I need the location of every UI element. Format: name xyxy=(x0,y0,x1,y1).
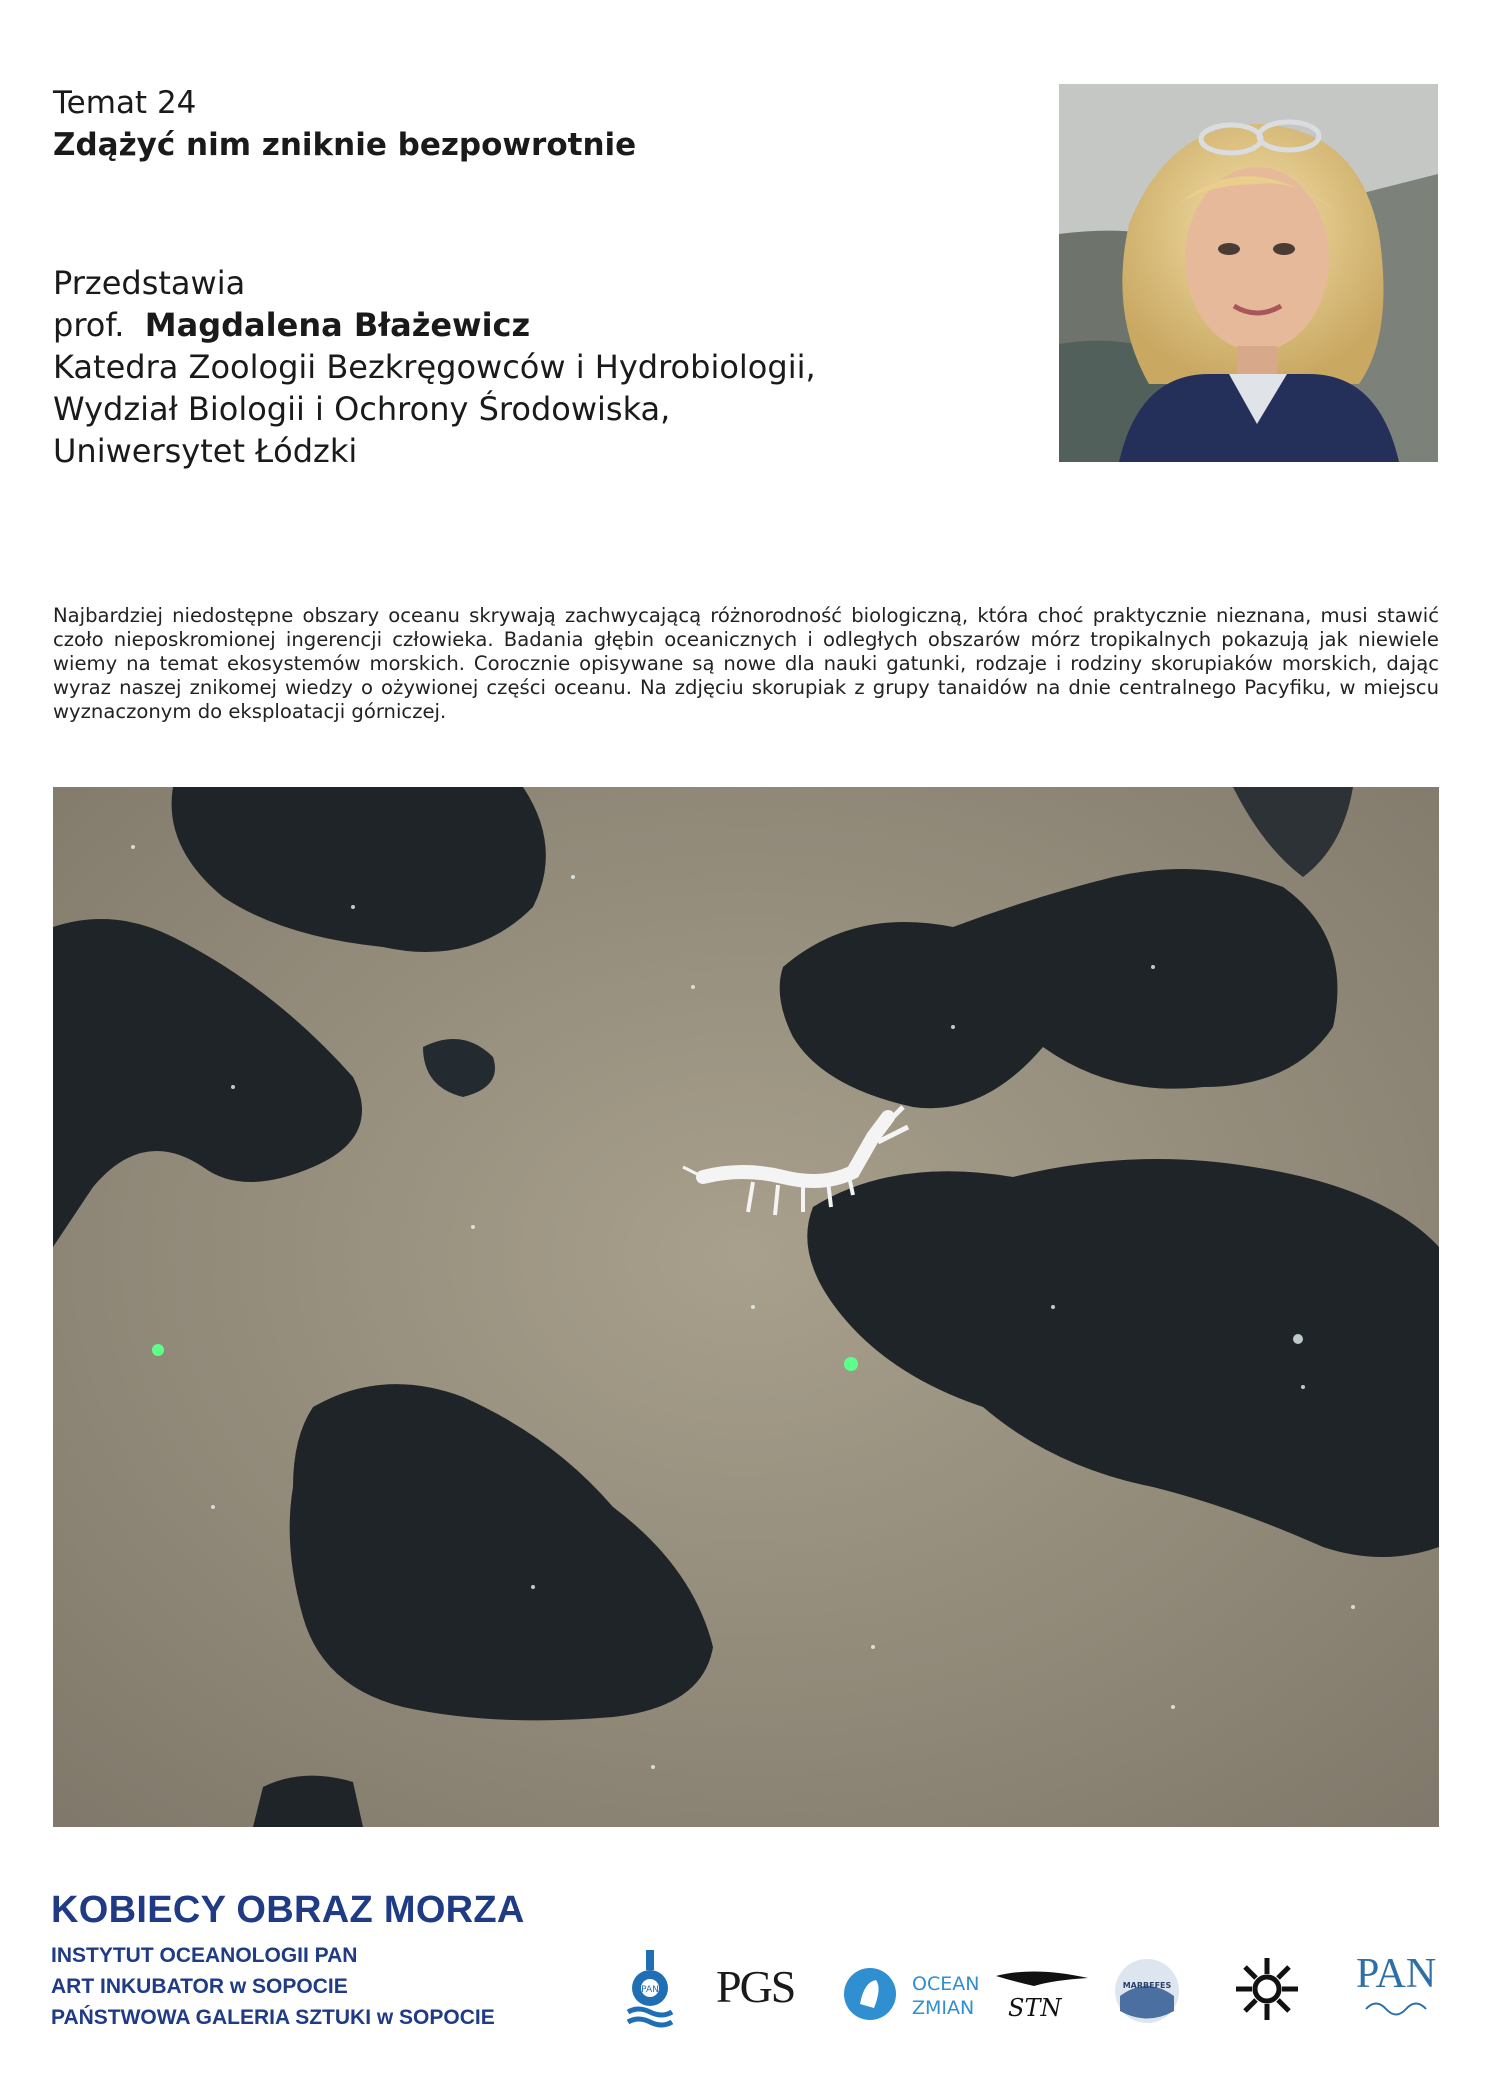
footer-title: KOBIECY OBRAZ MORZA xyxy=(51,1889,525,1931)
affiliation-line-1: Katedra Zoologii Bezkręgowców i Hydrobiologii, xyxy=(53,348,816,386)
footer-institutions xyxy=(51,1940,495,2033)
presenter-name-line xyxy=(53,304,816,346)
stn-logo xyxy=(994,1956,1090,2030)
footer-line-3: PAŃSTWOWA GALERIA SZTUKI w SOPOCIE xyxy=(51,2006,495,2029)
marbefes-logo xyxy=(1112,1956,1182,2030)
affiliation-line-3: Uniwersytet Łódzki xyxy=(53,432,358,470)
ocean-zmian-logo xyxy=(842,1964,982,2028)
topic-title: Zdążyć nim zniknie bezpowrotnie xyxy=(53,127,637,163)
affiliation-line-2: Wydział Biologii i Ochrony Środowiska, xyxy=(53,390,671,428)
presenter-name: Magdalena Błażewicz xyxy=(144,306,531,344)
presenter-intro: Przedstawia xyxy=(53,264,246,302)
stn-logo-text: STN xyxy=(1008,1994,1062,2022)
sun-rays-logo xyxy=(1234,1956,1300,2026)
pgs-logo xyxy=(716,1960,794,2013)
ocean-zmian-text-2: ZMIAN xyxy=(912,1997,975,2019)
marbefes-logo-text: MARBEFES xyxy=(1122,1981,1172,1990)
description-paragraph: Najbardziej niedostępne obszary oceanu skrywają zachwycającą różnorodność biologiczną, która choć praktycznie nieznana, musi stawić czoło nieposkromionej ingerencji człowieka. Badania głębin oceanicznych i odległych obszarów mórz tropikalnych pokazują jak niewiele wiemy na temat ekosystemów morskich. Corocznie opisywane są nowe dla nauki gatunki, rodzaje i rodziny skorupiaków morskich, dając wyraz naszej znikomej wiedzy o ożywionej części oceanu. Na zdjęciu skorupiak z grupy tanaidów na dnie centralnego Pacyfiku, w miejscu wyznaczonym do eksploatacji górniczej. xyxy=(53,604,1439,723)
pan-logo xyxy=(1356,1950,1436,2020)
seabed-illustration xyxy=(53,787,1439,1827)
portrait-illustration xyxy=(1059,84,1438,462)
pgs-logo-text: PGS xyxy=(716,1961,795,2012)
footer-line-2: ART INKUBATOR w SOPOCIE xyxy=(51,1975,348,1998)
topic-number: Temat 24 xyxy=(53,85,197,121)
iopan-logo xyxy=(626,1950,676,2034)
presenter-title-prefix: prof. xyxy=(53,306,125,344)
iopan-logo-text: PAN xyxy=(641,1985,659,1995)
footer-line-1: INSTYTUT OCEANOLOGII PAN xyxy=(51,1944,358,1967)
partner-logos xyxy=(620,1950,1440,2030)
ocean-zmian-text-1: OCEAN xyxy=(912,1973,980,1995)
presenter-block xyxy=(53,262,816,472)
presenter-portrait xyxy=(1059,84,1438,462)
seabed-photo xyxy=(53,787,1439,1827)
pan-logo-text: PAN xyxy=(1356,1951,1437,1997)
